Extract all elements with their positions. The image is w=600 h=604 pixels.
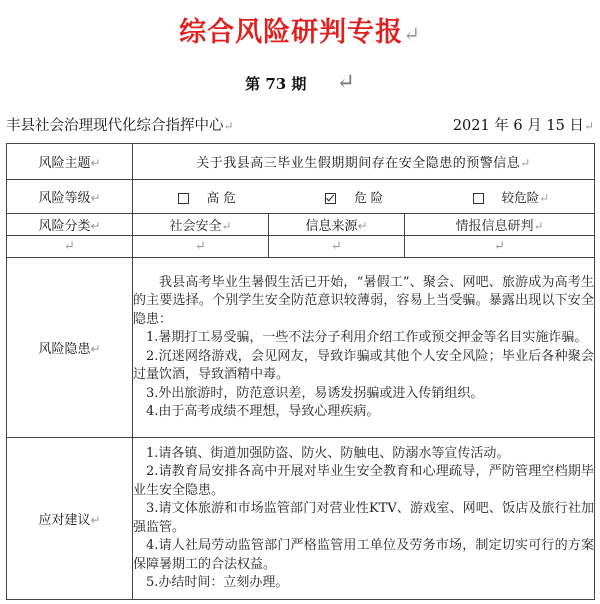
- hazard-item: 1.暑期打工易受骗，一些不法分子利用介绍工作或预交押金等名目实施诈骗。: [146, 330, 588, 345]
- suggest-item: 1.请各镇、街道加强防盗、防火、防触电、防溺水等宣传活动。: [146, 445, 510, 461]
- row-level: [7, 180, 595, 214]
- hazard-intro: 我县高考毕业生暑假生活已开始，“暑假工”、聚会、网吧、旅游成为高考生的主要选择。个别学生安全防范意识较薄弱，容易上当受骗。暴露出现以下安全隐患：: [133, 274, 594, 327]
- suggest-content: [133, 438, 595, 600]
- level-option-moderate[interactable]: 较危险↵: [473, 188, 550, 206]
- hazard-item: 3.外出旅游时，防范意识差，易诱发拐骗或进入传销组织。: [146, 385, 484, 401]
- row-suggestion: [7, 438, 595, 600]
- report-date: 2021 年 6 月 15 日↵: [452, 118, 594, 134]
- report-title: 综合风险研判专报↵: [179, 17, 421, 48]
- suggest-label: 应对建议↵: [7, 438, 133, 600]
- level-label: 风险等级↵: [7, 180, 133, 214]
- category-label: 风险分类↵: [7, 214, 133, 236]
- row-category: [7, 214, 595, 236]
- level-option-high[interactable]: 高 危: [178, 188, 236, 206]
- row-subject: [7, 144, 595, 180]
- row-hazard: [7, 258, 595, 438]
- issue-number: 第 73 期 ↵: [245, 70, 355, 95]
- issuing-org: 丰县社会治理现代化综合指挥中心↵: [6, 118, 234, 134]
- level-option-danger[interactable]: 危 险: [325, 188, 383, 206]
- suggest-item: 2.请教育局安排各高中开展对毕业生安全教育和心理疏导，严防管理空档期毕业生安全隐患。: [133, 464, 594, 498]
- hazard-item: 4.由于高考成绩不理想，导致心理疾病。: [146, 404, 380, 419]
- subject-label: 风险主题↵: [7, 144, 133, 180]
- level-options: [133, 180, 595, 214]
- hazard-item: 2.沉迷网络游戏，会见网友，导致诈骗或其他个人安全风险；毕业后各种聚会过量饮酒，导致酒精中毒。: [133, 348, 594, 382]
- hazard-content: [133, 258, 595, 438]
- suggest-item: 4.请人社局劳动监管部门严格监管用工单位及劳务市场，制定切实可行的方案保障暑期工的合法权益。: [133, 538, 594, 572]
- hazard-label: 风险隐患↵: [7, 258, 133, 438]
- suggest-item: 5.办结时间：立刻办理。: [146, 575, 289, 590]
- checkbox-icon: [473, 193, 484, 204]
- subject-value: 关于我县高三毕业生假期期间存在安全隐患的预警信息↵: [133, 144, 595, 180]
- checkbox-icon: [178, 193, 189, 204]
- suggest-item: 3.请文体旅游和市场监管部门对营业性KTV、游戏室、网吧、饭店及旅行社加强监管。: [133, 501, 594, 535]
- checkbox-checked-icon: [325, 193, 336, 204]
- category-value: 社会安全↵: [133, 214, 269, 236]
- source-label: 信息来源↵: [269, 214, 405, 236]
- row-empty: ↵ ↵ ↵ ↵: [7, 236, 595, 258]
- risk-table: [6, 143, 595, 600]
- source-value: 情报信息研判↵: [405, 214, 595, 236]
